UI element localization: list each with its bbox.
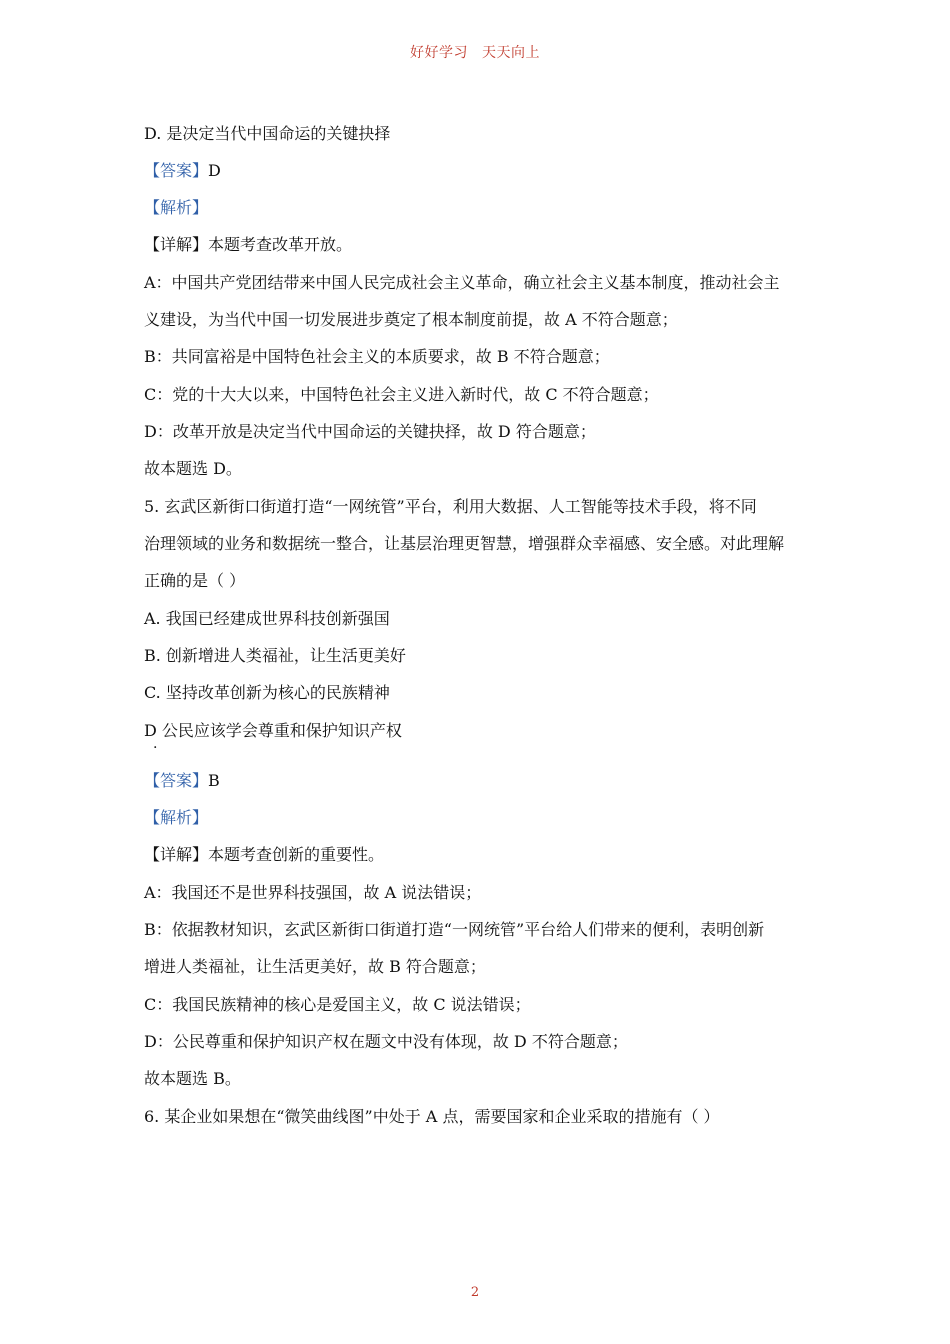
q5-analysis-tag: 【解析】 bbox=[144, 808, 209, 827]
q4-line: A：中国共产党团结带来中国人民完成社会主义革命，确立社会主义基本制度，推动社会主 bbox=[144, 273, 780, 292]
q4-line: 故本题选 D。 bbox=[144, 459, 242, 478]
q5-option-d: D 公民应该学会尊重和保护知识产权 bbox=[144, 721, 402, 740]
q4-line: B：共同富裕是中国特色社会主义的本质要求，故 B 不符合题意； bbox=[144, 347, 610, 366]
detail-text: 本题考查创新的重要性。 bbox=[208, 845, 385, 864]
q5-line: 增进人类福祉，让生活更美好，故 B 符合题意； bbox=[144, 957, 486, 976]
q5-answer bbox=[144, 770, 220, 792]
q5-line: C：我国民族精神的核心是爱国主义，故 C 说法错误； bbox=[144, 995, 531, 1014]
detail-tag: 【详解】 bbox=[144, 235, 209, 254]
q4-line: D：改革开放是决定当代中国命运的关键抉择，故 D 符合题意； bbox=[144, 422, 596, 441]
detail-tag: 【详解】 bbox=[144, 845, 209, 864]
q5-option-c: C. 坚持改革创新为核心的民族精神 bbox=[144, 683, 390, 702]
answer-tag: 【答案】 bbox=[144, 771, 209, 790]
q5-detail bbox=[144, 844, 384, 866]
q5-stem-line: 治理领域的业务和数据统一整合，让基层治理更智慧，增强群众幸福感、安全感。对此理解 bbox=[144, 534, 785, 553]
answer-value: B bbox=[208, 771, 220, 790]
q4-line: C：党的十大大以来，中国特色社会主义进入新时代，故 C 不符合题意； bbox=[144, 385, 659, 404]
q4-option-d: D. 是决定当代中国命运的关键抉择 bbox=[144, 124, 391, 143]
q6-stem: 6. 某企业如果想在“微笑曲线图”中处于 A 点，需要国家和企业采取的措施有（ ） bbox=[144, 1107, 720, 1126]
q5-line: D：公民尊重和保护知识产权在题文中没有体现，故 D 不符合题意； bbox=[144, 1032, 628, 1051]
q4-line: 义建设，为当代中国一切发展进步奠定了根本制度前提，故 A 不符合题意； bbox=[144, 310, 678, 329]
detail-text: 本题考查改革开放。 bbox=[208, 235, 353, 254]
page-number: 2 bbox=[470, 1285, 480, 1300]
q4-detail bbox=[144, 234, 352, 256]
answer-value: D bbox=[208, 161, 221, 180]
q5-option-d-dot: . bbox=[153, 736, 158, 752]
header-left-text: 好好学习 bbox=[410, 45, 468, 61]
q5-line: A：我国还不是世界科技强国，故 A 说法错误； bbox=[144, 883, 482, 902]
answer-tag: 【答案】 bbox=[144, 161, 209, 180]
q4-analysis-tag: 【解析】 bbox=[144, 198, 209, 217]
q5-stem-line: 5. 玄武区新街口街道打造“一网统管”平台，利用大数据、人工智能等技术手段，将不同 bbox=[144, 497, 757, 516]
header-right-text: 天天向上 bbox=[482, 45, 540, 61]
q5-line: B：依据教材知识，玄武区新街口街道打造“一网统管”平台给人们带来的便利，表明创新 bbox=[144, 920, 765, 939]
page-header bbox=[0, 42, 950, 62]
q5-option-a: A. 我国已经建成世界科技创新强国 bbox=[144, 609, 390, 628]
q5-option-b: B. 创新增进人类福祉，让生活更美好 bbox=[144, 646, 406, 665]
q5-stem-line: 正确的是（ ） bbox=[144, 571, 246, 590]
q5-line: 故本题选 B。 bbox=[144, 1069, 241, 1088]
q4-answer bbox=[144, 160, 221, 182]
